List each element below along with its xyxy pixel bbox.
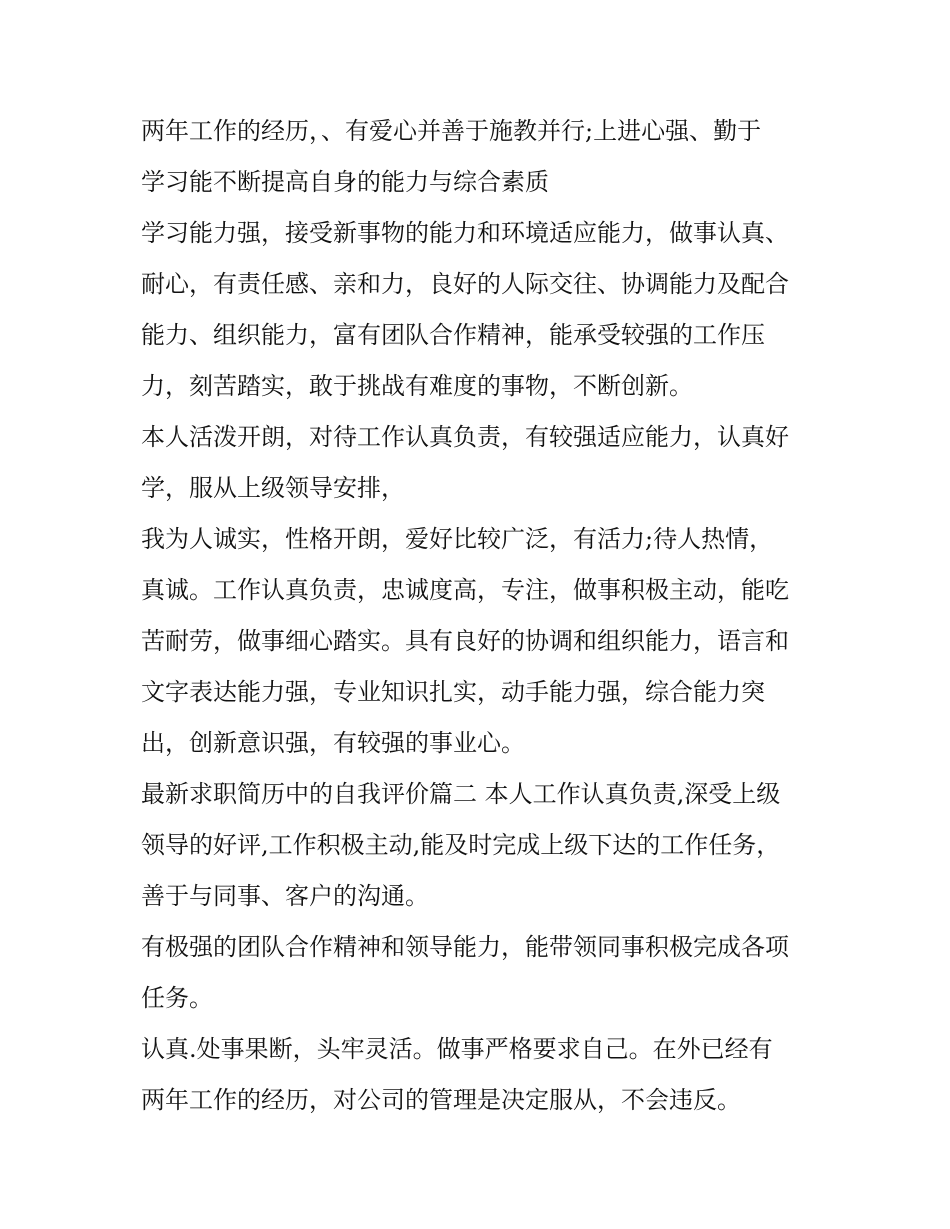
text-line: 我为人诚实，性格开朗，爱好比较广泛，有活力;待人热情， xyxy=(141,525,774,553)
text-line: 出，创新意识强，有较强的事业心。 xyxy=(141,729,525,757)
text-line: 耐心，有责任感、亲和力，良好的人际交往、协调能力及配合 xyxy=(141,270,789,298)
text-line: 最新求职简历中的自我评价篇二 本人工作认真负责,深受上级 xyxy=(141,780,781,808)
text-line: 有极强的团队合作精神和领导能力，能带领同事积极完成各项 xyxy=(141,933,789,961)
text-line: 力，刻苦踏实，敢于挑战有难度的事物，不断创新。 xyxy=(141,372,693,400)
text-line: 文字表达能力强，专业知识扎实，动手能力强，综合能力突 xyxy=(141,678,765,706)
text-line: 学，服从上级领导安排， xyxy=(141,474,405,502)
text-line: 任务。 xyxy=(141,984,213,1012)
text-line: 认真.处事果断，头牢灵活。做事严格要求自己。在外已经有 xyxy=(141,1035,773,1063)
text-line: 领导的好评,工作积极主动,能及时完成上级下达的工作任务， xyxy=(141,831,781,859)
text-line: 两年工作的经历，对公司的管理是决定服从，不会违反。 xyxy=(141,1086,741,1114)
text-line: 本人活泼开朗，对待工作认真负责，有较强适应能力，认真好 xyxy=(141,423,789,451)
text-line: 两年工作的经历，、有爱心并善于施教并行;上进心强、勤于 xyxy=(141,117,762,145)
text-line: 善于与同事、客户的沟通。 xyxy=(141,882,429,910)
text-line: 能力、组织能力，富有团队合作精神，能承受较强的工作压 xyxy=(141,321,765,349)
text-line: 学习能不断提高自身的能力与综合素质 xyxy=(141,168,549,196)
document-body xyxy=(141,106,821,1126)
text-line: 学习能力强，接受新事物的能力和环境适应能力，做事认真、 xyxy=(141,219,789,247)
text-line: 真诚。工作认真负责，忠诚度高，专注，做事积极主动，能吃 xyxy=(141,576,789,604)
text-line: 苦耐劳，做事细心踏实。具有良好的协调和组织能力，语言和 xyxy=(141,627,789,655)
